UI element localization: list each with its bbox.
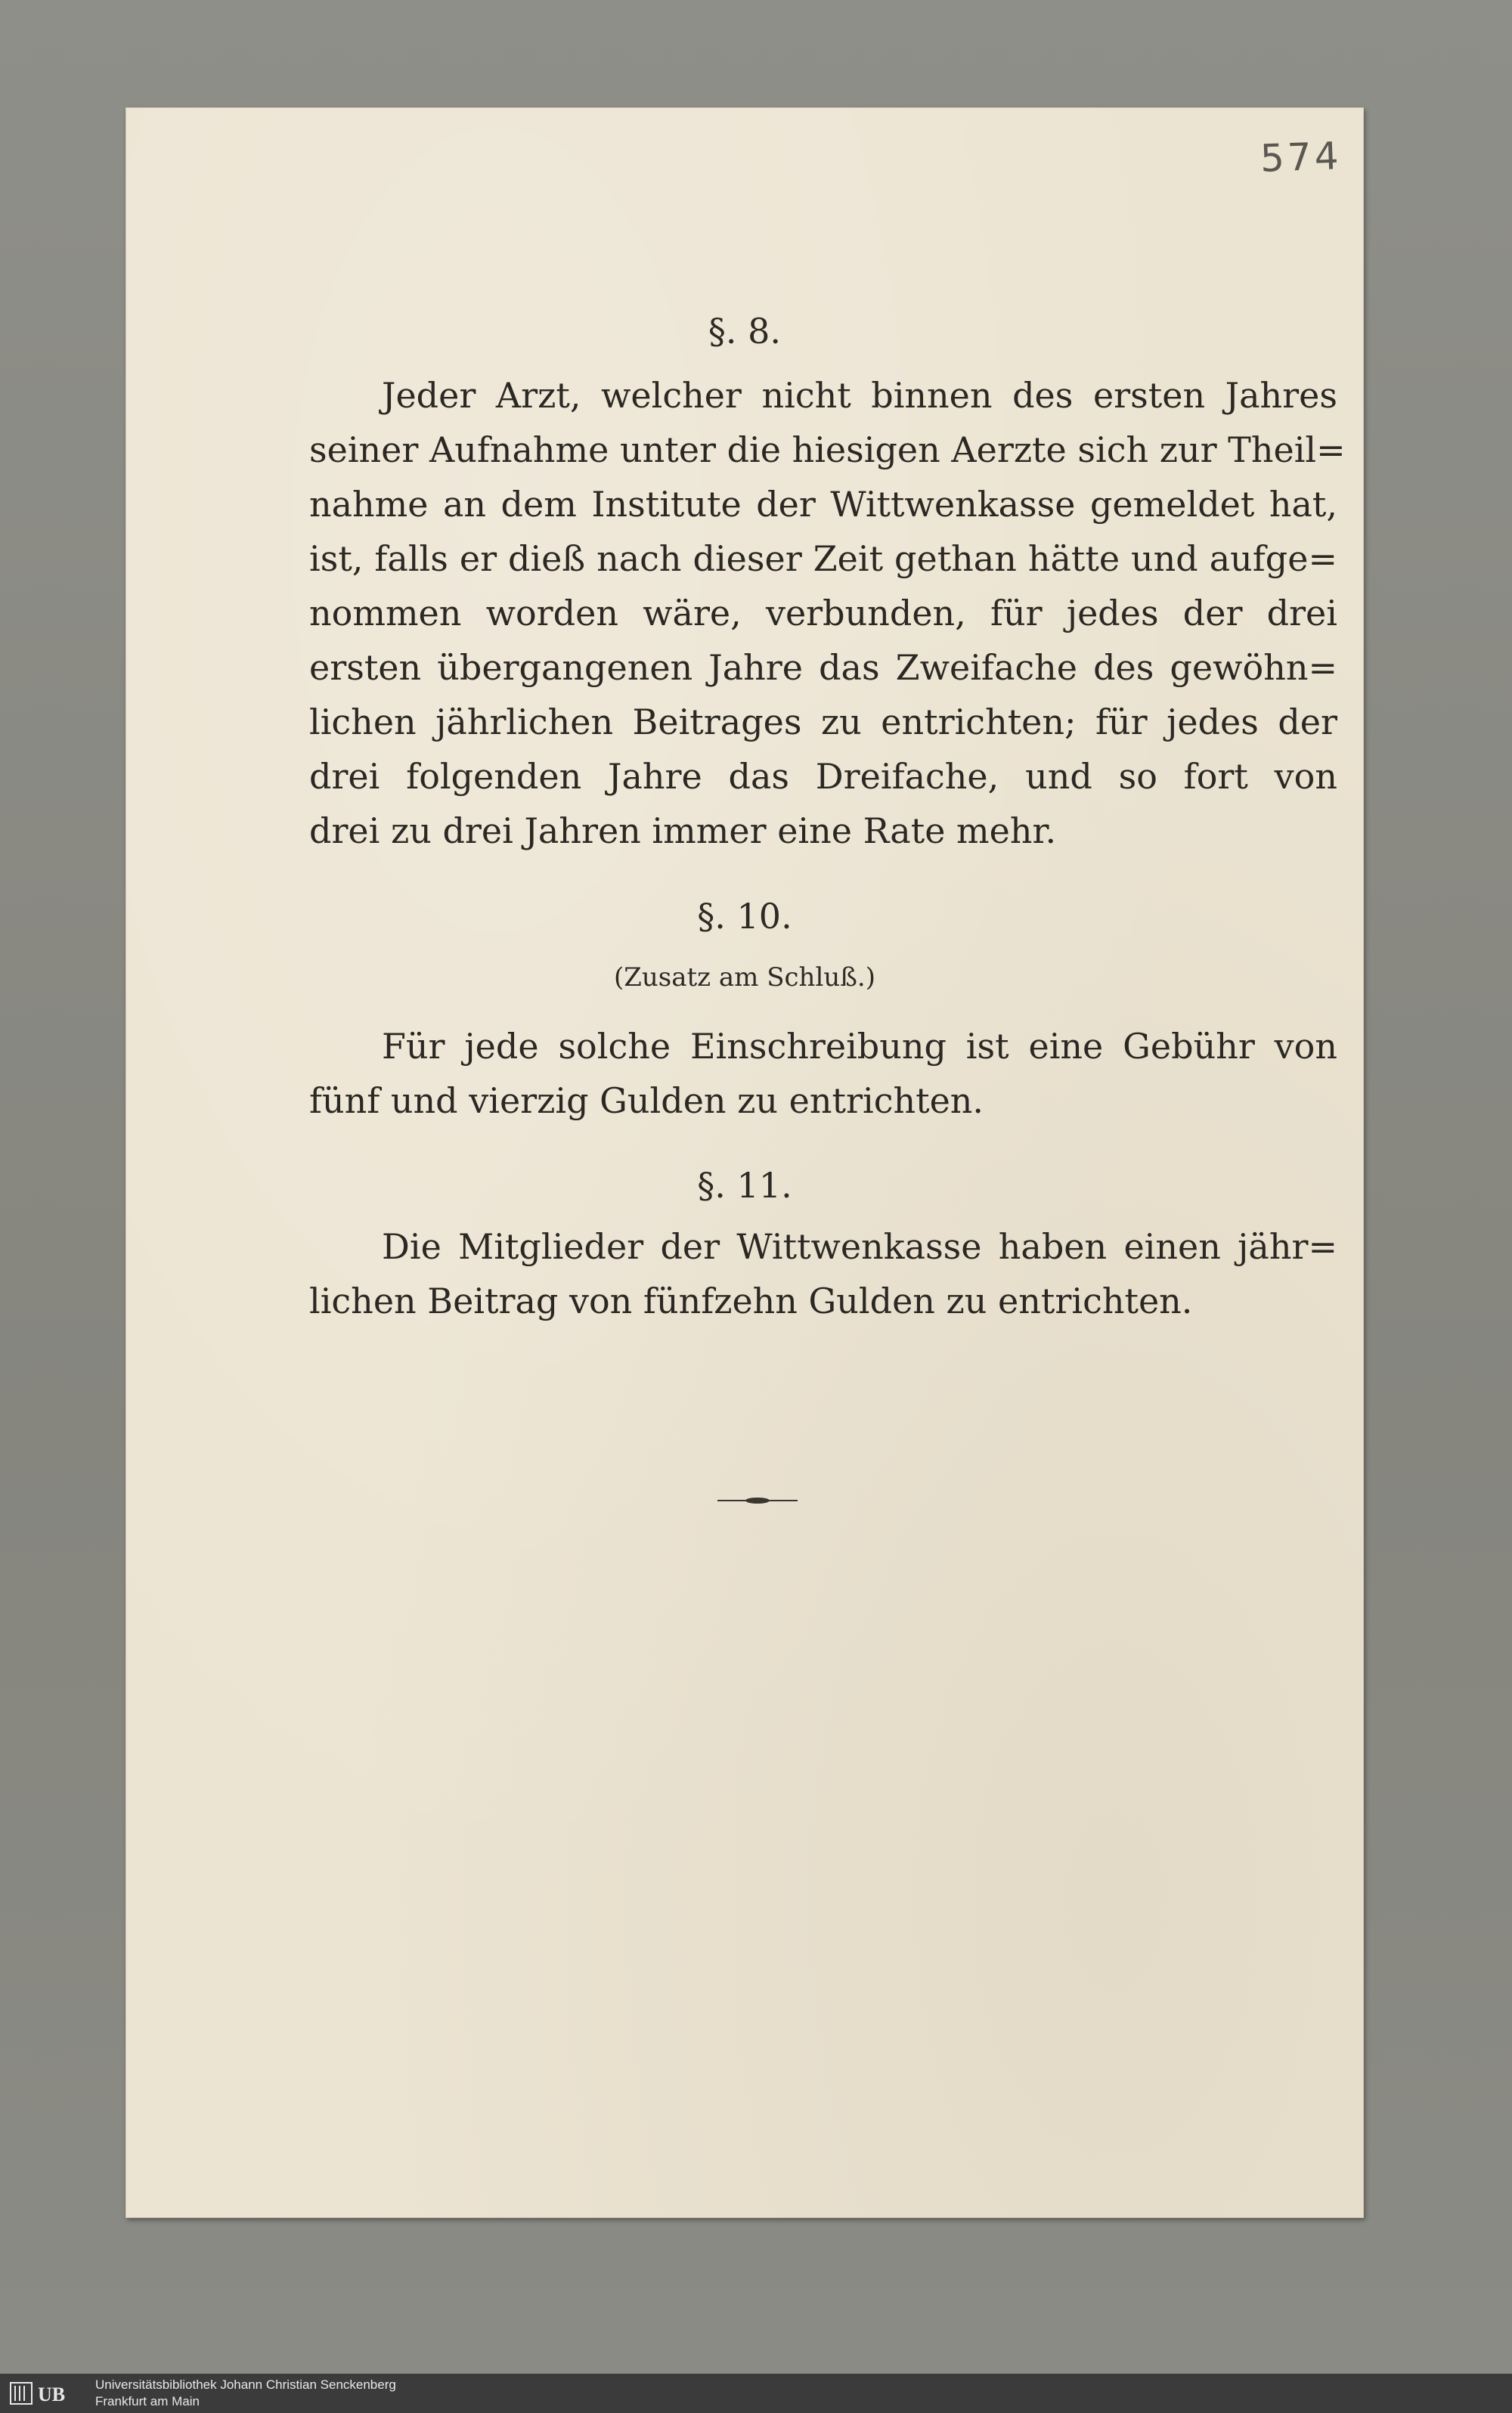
section-heading-10: §. 10. xyxy=(697,896,792,937)
handwritten-page-number: 574 xyxy=(1259,134,1343,181)
text-line: nahme an dem Institute der Wittwenkasse gemeldet hat, xyxy=(309,484,1337,525)
library-footer-bar xyxy=(0,2374,1512,2413)
library-name: Universitätsbibliothek Johann Christian Senckenberg xyxy=(95,2377,396,2392)
section-subheading-10: (Zusatz am Schluß.) xyxy=(614,962,875,993)
section-8-paragraph xyxy=(309,368,1346,858)
text-line: drei folgenden Jahre das Dreifache, und so fort von xyxy=(309,756,1337,797)
library-attribution xyxy=(95,2377,396,2410)
section-heading-8: §. 8. xyxy=(708,311,782,352)
text-line: seiner Aufnahme unter die hiesigen Aerzte sich zur Theil= xyxy=(309,429,1346,470)
ornament-divider-icon xyxy=(716,1493,799,1508)
text-line: lichen Beitrag von fünfzehn Gulden zu entrichten. xyxy=(309,1281,1193,1321)
section-11-paragraph xyxy=(309,1219,1337,1328)
text-line: ersten übergangenen Jahre das Zweifache des gewöhn= xyxy=(309,647,1337,688)
section-heading-11: §. 11. xyxy=(697,1165,792,1206)
text-line: fünf und vierzig Gulden zu entrichten. xyxy=(309,1080,984,1121)
text-line: ist, falls er dieß nach dieser Zeit gethan hätte und aufge= xyxy=(309,538,1337,579)
text-line: Jeder Arzt, welcher nicht binnen des ersten Jahres xyxy=(382,375,1337,416)
ub-library-logo-icon xyxy=(8,2380,92,2407)
text-line: Für jede solche Einschreibung ist eine Gebühr von xyxy=(382,1026,1337,1067)
document-page xyxy=(125,107,1364,2218)
text-line: drei zu drei Jahren immer eine Rate mehr. xyxy=(309,810,1057,851)
text-line: Die Mitglieder der Wittwenkasse haben einen jähr= xyxy=(382,1226,1337,1267)
ub-logo-text: UB xyxy=(38,2384,66,2405)
text-line: nommen worden wäre, verbunden, für jedes der drei xyxy=(309,593,1337,633)
text-line: lichen jährlichen Beitrages zu entrichten; für jedes der xyxy=(309,702,1337,742)
library-city: Frankfurt am Main xyxy=(95,2394,200,2408)
section-10-paragraph xyxy=(309,1019,1337,1128)
